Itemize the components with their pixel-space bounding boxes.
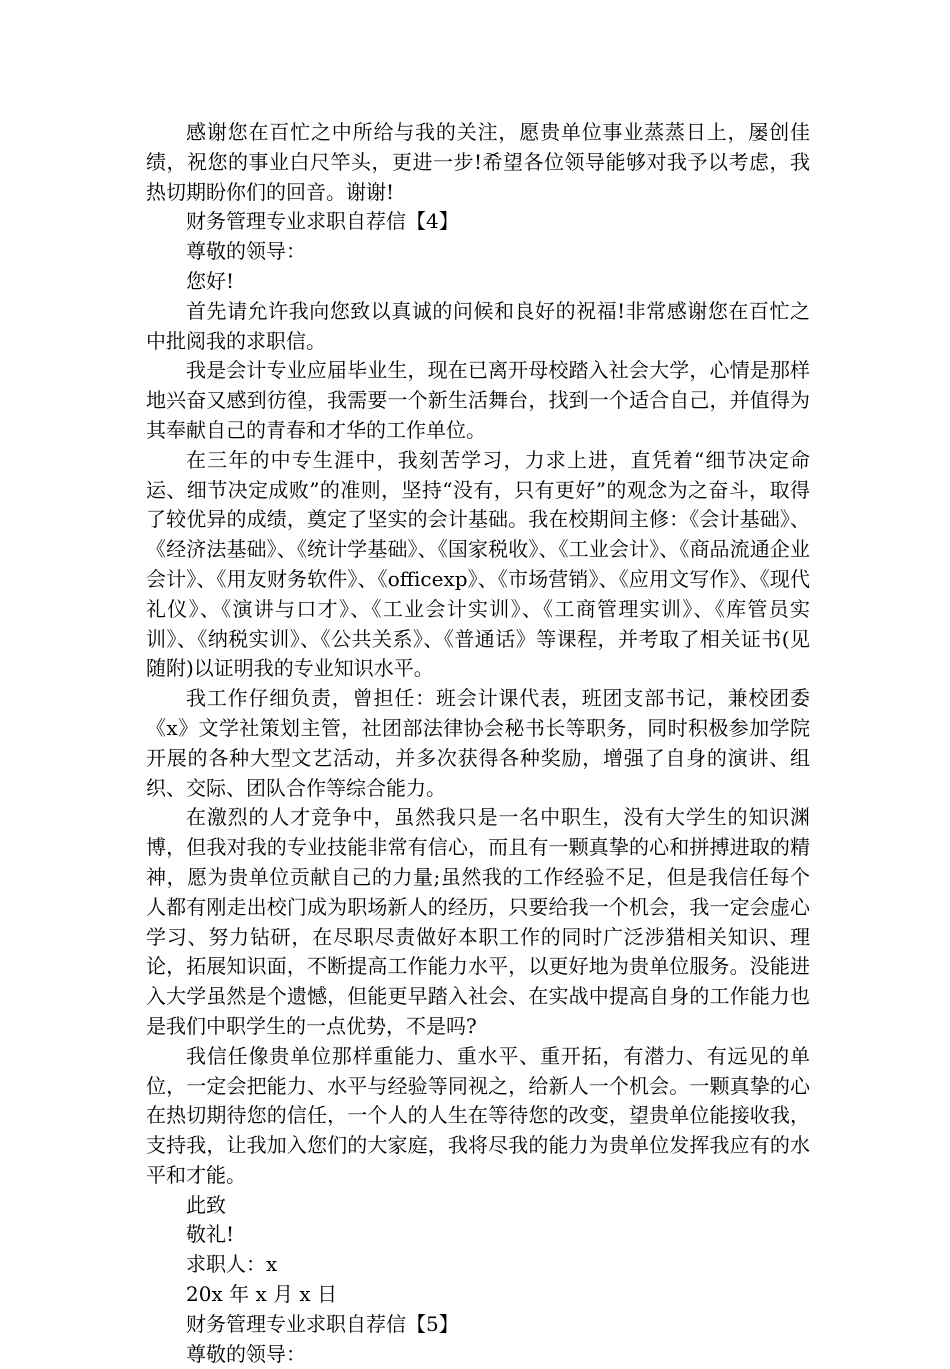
greeting: 您好! (186, 268, 235, 293)
salutation: 尊敬的领导： (186, 239, 306, 264)
salutation-5: 尊敬的领导： (186, 1341, 306, 1366)
closing-line-1: 此致 (186, 1192, 226, 1217)
letter-heading-4: 财务管理专业求职自荐信【4】 (186, 209, 459, 234)
paragraph-background: 我是会计专业应届毕业生，现在已离开母校踏入社会大学，心情是那样地兴奋又感到彷徨，我需要一个新生活舞台，找到一个适合自己，并值得为其奉献自己的青春和才华的工作单位。 (146, 358, 810, 442)
letter-heading-5: 财务管理专业求职自荐信【5】 (186, 1311, 459, 1336)
paragraph-experience: 我工作仔细负责，曾担任：班会计课代表，班团支部书记，兼校团委《x》文学社策划主管，社团部法律协会秘书长等职务，同时积极参加学院开展的各种大型文艺活动，并多次获得各种奖励，增强了自身的演讲、组织、交际、团队合作等综合能力。 (146, 686, 810, 800)
closing-line-2: 敬礼! (186, 1222, 235, 1247)
paragraph-education: 在三年的中专生涯中，我刻苦学习，力求上进，直凭着“细节决定命运、细节决定成败”的准则，坚持“没有，只有更好”的观念为之奋斗，取得了较优异的成绩，奠定了坚实的会计基础。我在校期间主修：《会计基础》、《经济法基础》、《统计学基础》、《国家税收》、《工业会计》、《商品流通企业会计》、《用友财务软件》、《officexp》、《市场营销》、《应用文写作》、《现代礼仪》、《演讲与口才》、《工业会计实训》、《工商管理实训》、《库管员实训》、《纳税实训》、《公共关系》、《普通话》等课程，并考取了相关证书(见随附)以证明我的专业知识水平。 (146, 447, 810, 681)
letter-date: 20x 年 x 月 x 日 (186, 1282, 338, 1307)
paragraph-motivation: 在激烈的人才竞争中，虽然我只是一名中职生，没有大学生的知识渊博，但我对我的专业技能非常有信心，而且有一颗真挚的心和拼搏进取的精神，愿为贵单位贡献自己的力量;虽然我的工作经验不足，但是我信任每个人都有刚走出校门成为职场新人的经历，只要给我一个机会，我一定会虚心学习、努力钻研，在尽职尽责做好本职工作的同时广泛涉猎相关知识、理论，拓展知识面，不断提高工作能力水平，以更好地为贵单位服务。没能进入大学虽然是个遗憾，但能更早踏入社会、在实战中提高自身的工作能力也是我们中职学生的一点优势，不是吗? (146, 805, 810, 1038)
document-page (146, 118, 810, 1369)
paragraph-thanks: 感谢您在百忙之中所给与我的关注，愿贵单位事业蒸蒸日上，屡创佳绩，祝您的事业白尺竿头，更进一步!希望各位领导能够对我予以考虑，我热切期盼你们的回音。谢谢! (146, 120, 810, 204)
applicant-signature: 求职人：x (186, 1252, 278, 1277)
paragraph-conclusion: 我信任像贵单位那样重能力、重水平、重开拓，有潜力、有远见的单位，一定会把能力、水平与经验等同视之，给新人一个机会。一颗真挚的心在热切期待您的信任，一个人的人生在等待您的改变，望贵单位能接收我，支持我，让我加入您们的大家庭，我将尽我的能力为贵单位发挥我应有的水平和才能。 (146, 1043, 810, 1187)
paragraph-intro: 首先请允许我向您致以真诚的问候和良好的祝福!非常感谢您在百忙之中批阅我的求职信。 (146, 298, 810, 353)
